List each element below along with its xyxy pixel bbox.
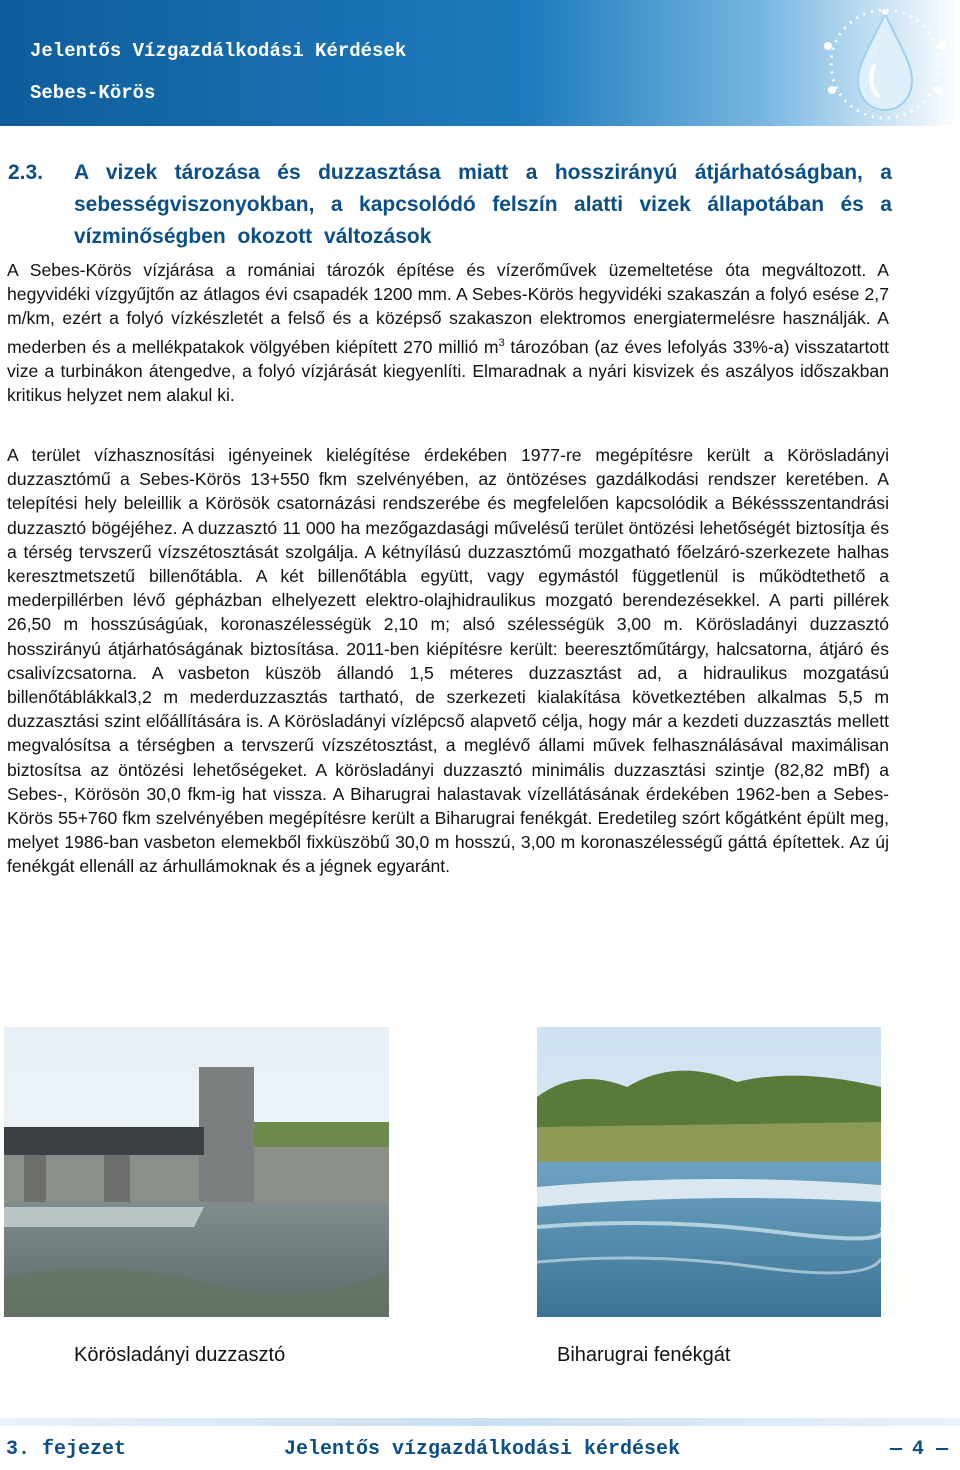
footer-title: Jelentős vízgazdálkodási kérdések xyxy=(284,1438,681,1461)
section-number: 2.3. xyxy=(8,161,44,184)
footer-divider xyxy=(0,1418,960,1426)
photo-biharugra-bottom-weir xyxy=(537,1027,881,1317)
footer-page-number: — 4 — xyxy=(890,1438,947,1461)
header-title: Jelentős Vízgazdálkodási Kérdések xyxy=(30,40,407,62)
photo-2-caption: Biharugrai fenékgát xyxy=(557,1344,731,1366)
section-title: A vizek tározása és duzzasztása miatt a hosszirányú átjárhatóságban, a sebességviszonyokban, a kapcsolódó felszín alatti vizek állapotában és a vízminőségben okozott változások xyxy=(74,161,892,248)
header-subtitle: Sebes-Körös xyxy=(30,82,156,104)
paragraph-1-part-b: tározóban (az éves lefolyás 33%-a) visszatartott vize a turbinákon átengedve, a folyó vízjárását kiegyenlíti. Elmaradnak a nyári kisvizek és aszályos időszakban kritikus helyzet nem alakul ki. xyxy=(7,336,889,405)
page-header xyxy=(0,0,960,126)
section-heading xyxy=(8,157,892,253)
paragraph-1 xyxy=(7,258,889,407)
paragraph-1-part-a: A Sebes-Körös vízjárása a romániai tározók építése és vízerőművek üzemeltetése óta megváltozott. A hegyvidéki vízgyűjtőn az átlagos évi csapadék 1200 mm. A Sebes-Körös hegyvidéki szakaszán a folyó esése 2,7 m/km, ezért a folyó vízkészletét a felső és a középső szakaszon elektromos energiatermelésre használják. A mederben és a mellékpatakok völgyében kiépített 270 millió m xyxy=(7,260,889,357)
page-number: 4 xyxy=(912,1438,925,1461)
footer-chapter: 3. fejezet xyxy=(6,1438,127,1461)
paragraph-2: A terület vízhasznosítási igényeinek kielégítése érdekében 1977-re megépítésre került a Körösladányi duzzasztómű a Sebes-Körös 13+550 fkm szelvényében, az öntözéses gazdálkodási rendszer keretében. A telepítési hely beleillik a Körösök csatornázási rendszerébe és megfelelően kapcsolódik a Békéssszentandrási duzzasztó bögéjéhez. A duzzasztó 11 000 ha mezőgazdasági művelésű terület öntözési lehetőségét biztosítja és a térség tervszerű vízszétosztását szolgálja. A kétnyílású duzzasztómű mozgatható főelzáró-szerkezete halhas keresztmetszetű billenőtábla. A két billenőtábla együtt, vagy egymástól függetlenül is működtethető a mederpillérben lévő gépházban elhelyezett elektro-olajhidraulikus mozgató berendezésekkel. A parti pillérek 26,50 m hosszúságúak, koronaszélességük 2,10 m; alsó szélességük 3,00 m. Körösladányi duzzasztó hosszirányú átjárhatóságának biztosítása. 2011-ben kiépítésre került: beeresztőműtárgy, halcsatorna, átjáró és csalivízcsatorna. A vasbeton küszöb állandó 1,5 méteres duzzasztást ad, a hidraulikus mozgatású billenőtáblákkal3,2 m mederduzzasztás tartható, de szerkezeti kialakítása következtében alkalmas 5,5 m duzzasztási szint előállítására is. A Körösladányi vízlépcső alapvető célja, hogy már a kezdeti duzzasztás mellett megvalósítsa a térségben a tervszerű vízszétosztást, a meglévő állami művek felhasználásával maximálisan biztosítsa az öntözési lehetőségeket. A körösladányi duzzasztó minimális duzzasztási szintje (82,82 mBf) a Sebes-, Körösön 30,0 fkm-ig hat vissza. A Biharugrai halastavak vízellátásának érdekében 1962-ben a Sebes-Körös 55+760 fkm szelvényében megépítésre került a Biharugrai fenékgát. Eredetileg szórt kőgátként épült meg, melyet 1986-ban vasbeton elemekből fixküszöbű 30,0 m hosszú, 3,00 m koronaszélességű gáttá építettek. Az új fenékgát ellenáll az árhullámoknak és a jégnek egyaránt. xyxy=(7,445,889,877)
photo-1-caption: Körösladányi duzzasztó xyxy=(74,1344,286,1366)
photo-korosladany-weir xyxy=(4,1027,389,1317)
paragraph-1-superscript: 3 xyxy=(498,336,505,349)
water-drop-logo xyxy=(810,6,960,122)
